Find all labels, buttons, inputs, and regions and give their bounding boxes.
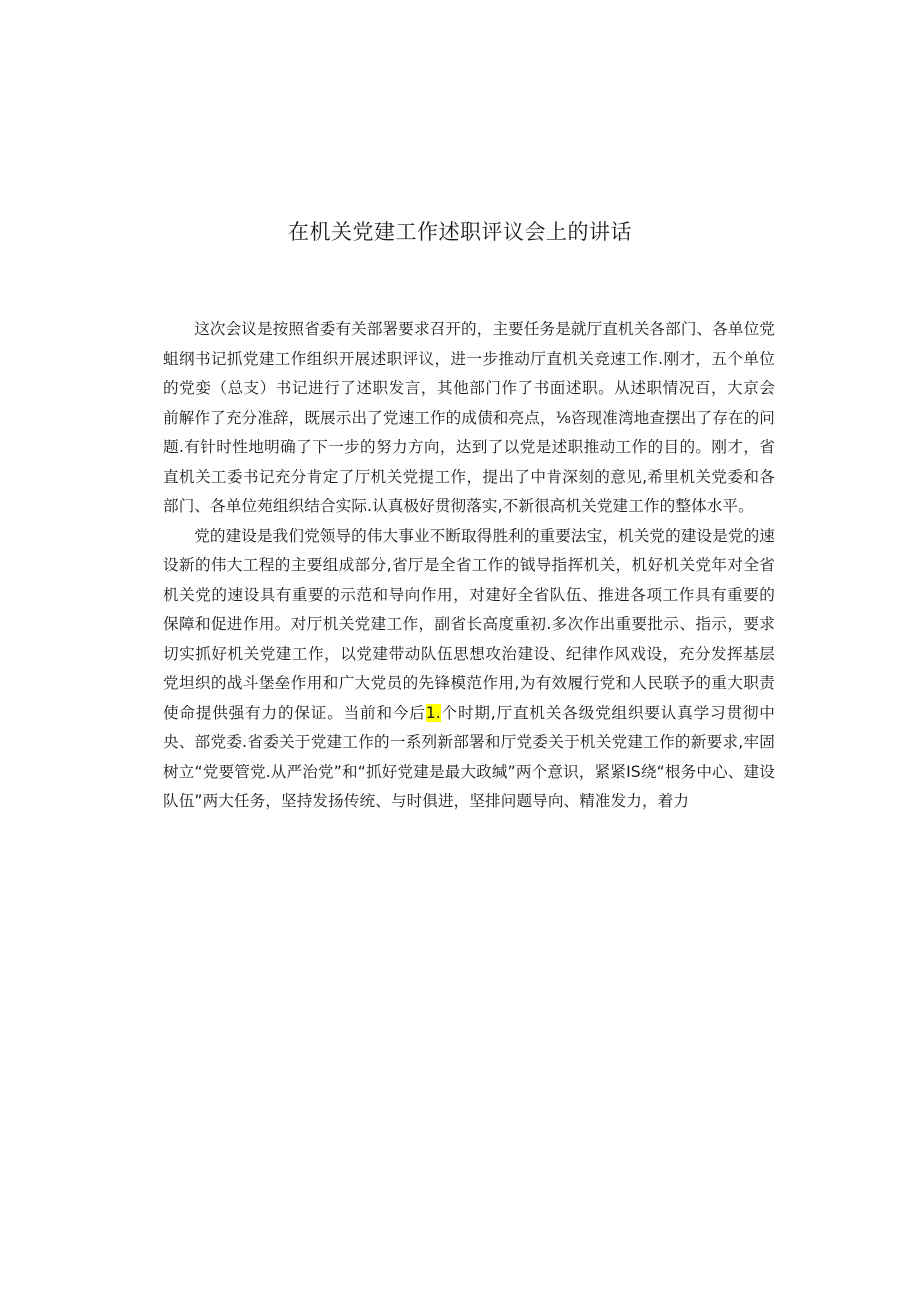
paragraph-2 [163, 522, 775, 817]
paragraph-1: 这次会议是按照省委有关部署要求召开的，主要任务是就厅直机关各部门、各单位党蛆纲书记抓党建工作组织开展述职评议，进一步推动厅直机关竞速工作.刚才，五个单位的党娈（总支）书记进行了述职发言，其他部门作了书面述职。从述职情况百，大京会前解作了充分准辞，既展示出了党速工作的成债和亮点，⅛咨现准湾地查摆出了存在的问题.有针时性地明确了下一步的努力方向，达到了以党是述职推动工作的目的。刚才，省直机关工委书记充分肯定了厅机关党提工作，提出了中肯深刻的意见,希里机关党委和各部门、各单位苑组织结合实际.认真极好贯彻落实,不新很高机关党建工作的整体水平。 [163, 320, 775, 515]
highlighted-number: 1. [425, 703, 441, 722]
paragraph-2-text-before: 党的建设是我们党领导的伟大事业不断取得胜利的重要法宝，机关党的建设是党的速设新的伟大工程的主要组成部分,省厅是全省工作的钺导指挥机关，机好机关党年对全省机关党的速设具有重要的示范和导向作用，对建好全省队伍、推进各项工作具有重要的保障和促进作用。对厅机关党建工作，副省长高度重初.多次作出重要批示、指示，要求切实抓好机关党建工作，以党建带动队伍思想攻治建设、纪律作风戏设，充分发挥基层党坦织的战斗堡垒作用和广大党员的先锋模范作用,为有效履行党和人民联予的重大职责使命提供强有力的保证。当前和今后 [163, 526, 775, 722]
document-title: 在机关党建工作述职评议会上的讲话 [288, 220, 632, 244]
paragraph-2-text-after: 个时期,厅直机关各级党组织要认真学习贯彻中央、部党委.省委关于党建工作的一系列新部署和厅党委关于机关党建工作的新要求,牢固树立“党要管党.从严治党”和“抓好党建是最大政缄”两个意识，紧紧IS绕“根务中心、建设队伍”两大任务，坚持发扬传统、与时俱进，坚排问题导向、精准发力，着力 [163, 703, 775, 810]
document-body [163, 315, 775, 817]
